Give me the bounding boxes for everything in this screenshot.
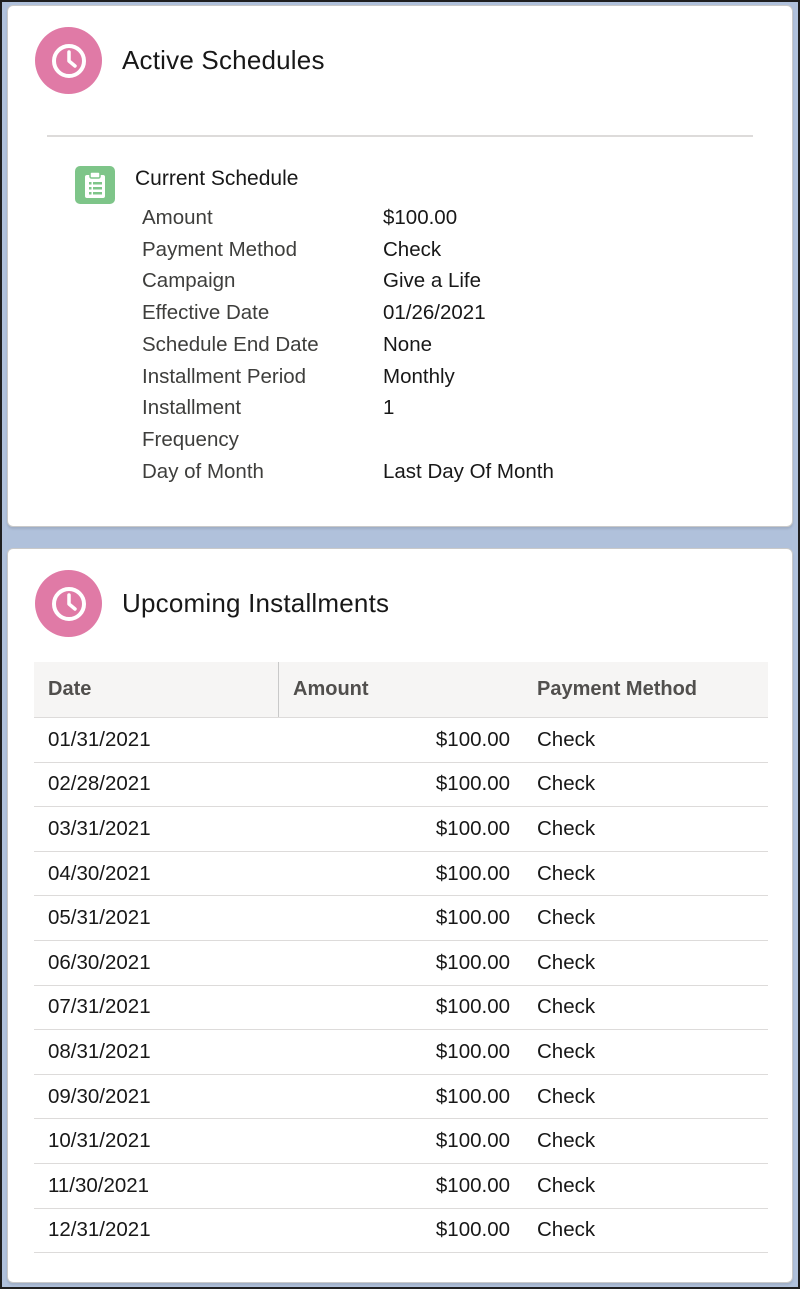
- cell-payment-method: Check: [537, 950, 596, 974]
- cell-amount: $100.00: [435, 1218, 510, 1242]
- table-row: [34, 1030, 768, 1075]
- detail-value: Give a Life: [383, 269, 481, 293]
- cell-date: 11/30/2021: [48, 1173, 150, 1197]
- clock-icon: [35, 570, 102, 637]
- table-row: [34, 763, 768, 808]
- cell-amount: $100.00: [435, 906, 510, 930]
- cell-amount: $100.00: [435, 861, 510, 885]
- cell-amount: $100.00: [435, 727, 510, 751]
- cell-date: 02/28/2021: [48, 772, 151, 796]
- detail-label-line-1: Installment: [142, 396, 242, 420]
- divider: [47, 135, 753, 137]
- table-row: [34, 941, 768, 986]
- cell-amount: $100.00: [435, 1084, 510, 1108]
- upcoming-installments-title: Upcoming Installments: [122, 588, 390, 618]
- detail-value: Last Day Of Month: [383, 459, 554, 483]
- detail-label: Amount: [142, 206, 213, 229]
- detail-label: [142, 392, 383, 455]
- detail-row-amount: [142, 202, 554, 234]
- detail-value: $100.00: [383, 206, 458, 229]
- detail-row-schedule-end-date: [142, 329, 554, 361]
- table-header: [34, 662, 768, 718]
- column-header-date[interactable]: Date: [34, 662, 279, 717]
- cell-payment-method: Check: [537, 1039, 596, 1063]
- active-schedules-title: Active Schedules: [122, 45, 325, 75]
- table-row: [34, 986, 768, 1031]
- cell-date: 09/30/2021: [48, 1084, 151, 1108]
- cell-payment-method: Check: [537, 1218, 596, 1242]
- clipboard-icon: [75, 166, 115, 204]
- installments-table: [34, 662, 768, 1253]
- column-header-payment-method[interactable]: Payment Method: [537, 678, 698, 700]
- table-row: [34, 1164, 768, 1209]
- detail-label: Campaign: [142, 269, 236, 293]
- detail-label-line-2: Frequency: [142, 427, 239, 451]
- cell-amount: $100.00: [435, 1129, 510, 1153]
- cell-date: 12/31/2021: [48, 1218, 151, 1242]
- current-schedule-title: Current Schedule: [135, 167, 299, 190]
- detail-label: Effective Date: [142, 301, 270, 325]
- clock-icon: [35, 27, 102, 94]
- table-row: [34, 807, 768, 852]
- detail-row-campaign: [142, 265, 554, 297]
- upcoming-installments-header: [35, 570, 389, 637]
- detail-row-installment-period: [142, 361, 554, 393]
- cell-amount: $100.00: [435, 1173, 510, 1197]
- cell-payment-method: Check: [537, 906, 596, 930]
- schedule-details: [142, 202, 554, 487]
- cell-payment-method: Check: [537, 1084, 596, 1108]
- detail-row-effective-date: [142, 297, 554, 329]
- detail-row-installment-frequency: [142, 392, 554, 455]
- detail-value: Check: [383, 237, 442, 261]
- cell-amount: $100.00: [435, 816, 510, 840]
- cell-amount: $100.00: [435, 772, 510, 796]
- table-row: [34, 718, 768, 763]
- detail-label: Day of Month: [142, 459, 264, 483]
- cell-date: 10/31/2021: [48, 1129, 151, 1153]
- cell-date: 05/31/2021: [48, 906, 151, 930]
- cell-payment-method: Check: [537, 816, 596, 840]
- detail-value: Monthly: [383, 364, 455, 388]
- table-row: [34, 1119, 768, 1164]
- table-row: [34, 896, 768, 941]
- cell-amount: $100.00: [435, 1039, 510, 1063]
- detail-row-day-of-month: [142, 456, 554, 488]
- detail-label: Installment Period: [142, 364, 307, 388]
- cell-date: 04/30/2021: [48, 861, 151, 885]
- detail-label: Schedule End Date: [142, 332, 319, 356]
- detail-row-payment-method: [142, 234, 554, 266]
- active-schedules-header: [35, 27, 325, 94]
- cell-payment-method: Check: [537, 995, 596, 1019]
- active-schedules-card: [7, 5, 793, 527]
- cell-amount: $100.00: [435, 950, 510, 974]
- cell-date: 01/31/2021: [48, 727, 151, 751]
- table-row: [34, 852, 768, 897]
- detail-value: 1: [383, 396, 395, 420]
- detail-value: 01/26/2021: [383, 301, 486, 325]
- cell-payment-method: Check: [537, 861, 596, 885]
- cell-payment-method: Check: [537, 1129, 596, 1153]
- table-row: [34, 1075, 768, 1120]
- column-header-amount[interactable]: Amount: [293, 678, 369, 700]
- upcoming-installments-card: [7, 548, 793, 1283]
- table-body: [34, 718, 768, 1253]
- cell-payment-method: Check: [537, 772, 596, 796]
- detail-label: Payment Method: [142, 237, 297, 261]
- cell-date: 07/31/2021: [48, 995, 151, 1019]
- table-row: [34, 1209, 768, 1254]
- cell-date: 06/30/2021: [48, 950, 151, 974]
- cell-payment-method: Check: [537, 727, 596, 751]
- cell-payment-method: Check: [537, 1173, 596, 1197]
- cell-date: 08/31/2021: [48, 1039, 151, 1063]
- cell-amount: $100.00: [435, 995, 510, 1019]
- cell-date: 03/31/2021: [48, 816, 151, 840]
- detail-value: None: [383, 332, 433, 356]
